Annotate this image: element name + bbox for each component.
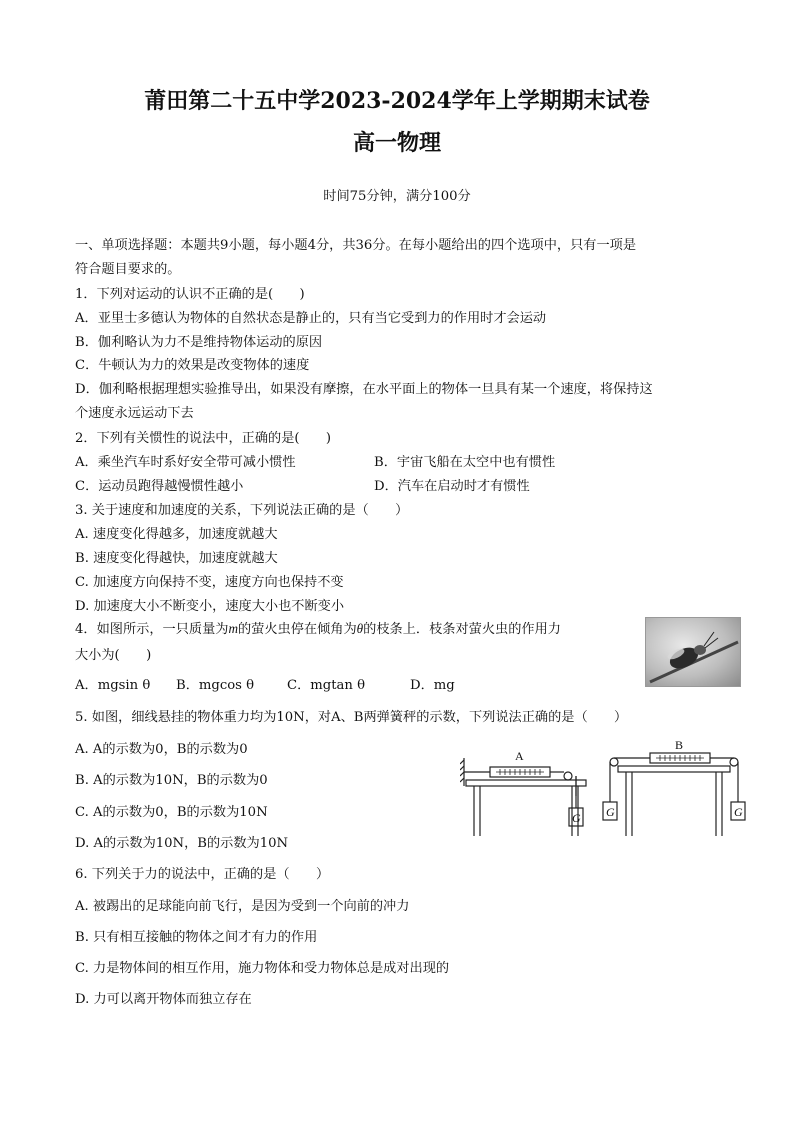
q1-option-d: D．伽利略根据理想实验推导出，如果没有摩擦，在水平面上的物体一旦具有某一个速度，将保持这 (75, 382, 653, 397)
q3-option-d: D. 加速度大小不断变小，速度大小也不断变小 (75, 599, 345, 614)
q6-stem: 6. 下列关于力的说法中，正确的是（ ） (75, 867, 330, 882)
q6-option-b: B. 只有相互接触的物体之间才有力的作用 (75, 930, 318, 945)
q6-option-a: A. 被踢出的足球能向前飞行，是因为受到一个向前的冲力 (75, 899, 410, 914)
firefly-photo (645, 617, 741, 687)
weight-label-left: G (572, 811, 581, 825)
q1-option-c: C．牛顿认为力的效果是改变物体的速度 (75, 358, 310, 373)
q4-option-b: B．mgcos θ (176, 678, 255, 693)
q4-option-c: C．mgtan θ (287, 678, 366, 693)
q2-stem: 2．下列有关惯性的说法中，正确的是( ) (75, 431, 332, 446)
q4-stem: 4．如图所示，一只质量为m的萤火虫停在倾角为θ的枝条上．枝条对萤火虫的作用力 (75, 621, 561, 637)
time-info: 时间75分钟，满分100分 (323, 189, 471, 204)
scale-b-label: B (675, 740, 684, 752)
exam-subject: 高一物理 (352, 130, 441, 156)
q4-option-d: D．mg (410, 678, 455, 693)
q2-option-a: A．乘坐汽车时系好安全带可减小惯性 (75, 455, 296, 470)
scale-a-label: A (515, 749, 524, 763)
q3-stem: 3. 关于速度和加速度的关系，下列说法正确的是（ ） (75, 503, 409, 518)
q2-option-d: D．汽车在启动时才有惯性 (374, 479, 530, 494)
q5-option-a: A. A的示数为0，B的示数为0 (75, 742, 248, 757)
q2-option-b: B．宇宙飞船在太空中也有惯性 (374, 455, 556, 470)
q2-option-c: C．运动员跑得越慢惯性越小 (75, 479, 244, 494)
q4-option-a: A．mgsin θ (75, 678, 151, 693)
q1-option-d-cont: 个速度永远运动下去 (75, 406, 194, 421)
spring-scale-diagram (460, 740, 750, 840)
section-intro-line2: 符合题目要求的。 (75, 262, 181, 277)
q1-option-a: A．亚里士多德认为物体的自然状态是静止的，只有当它受到力的作用时才会运动 (75, 311, 547, 326)
firefly-illustration (646, 618, 740, 686)
weight-label-b-right: G (734, 805, 743, 819)
q3-option-a: A. 速度变化得越多，加速度就越大 (75, 527, 278, 542)
q1-stem: 1．下列对运动的认识不正确的是( ) (75, 287, 305, 302)
q3-option-c: C. 加速度方向保持不变，速度方向也保持不变 (75, 575, 344, 590)
q6-option-d: D. 力可以离开物体而独立存在 (75, 992, 252, 1007)
q1-option-b: B．伽利略认为力不是维持物体运动的原因 (75, 335, 323, 350)
weight-label-b-left: G (606, 805, 615, 819)
q5-option-d: D. A的示数为10N，B的示数为10N (75, 836, 289, 851)
q4-stem-cont: 大小为( ) (75, 648, 152, 663)
q5-option-c: C. A的示数为0，B的示数为10N (75, 805, 268, 820)
q3-option-b: B. 速度变化得越快，加速度就越大 (75, 551, 278, 566)
section-intro-line1: 一、单项选择题：本题共9小题，每小题4分，共36分。在每小题给出的四个选项中，只有一项是 (75, 238, 637, 253)
exam-title: 莆田第二十五中学2023-2024学年上学期期末试卷 (144, 88, 650, 114)
q6-option-c: C. 力是物体间的相互作用，施力物体和受力物体总是成对出现的 (75, 961, 450, 976)
q5-stem: 5. 如图，细线悬挂的物体重力均为10N，对A、B两弹簧秤的示数，下列说法正确的是（ ） (75, 710, 628, 725)
q5-option-b: B. A的示数为10N，B的示数为0 (75, 773, 268, 788)
